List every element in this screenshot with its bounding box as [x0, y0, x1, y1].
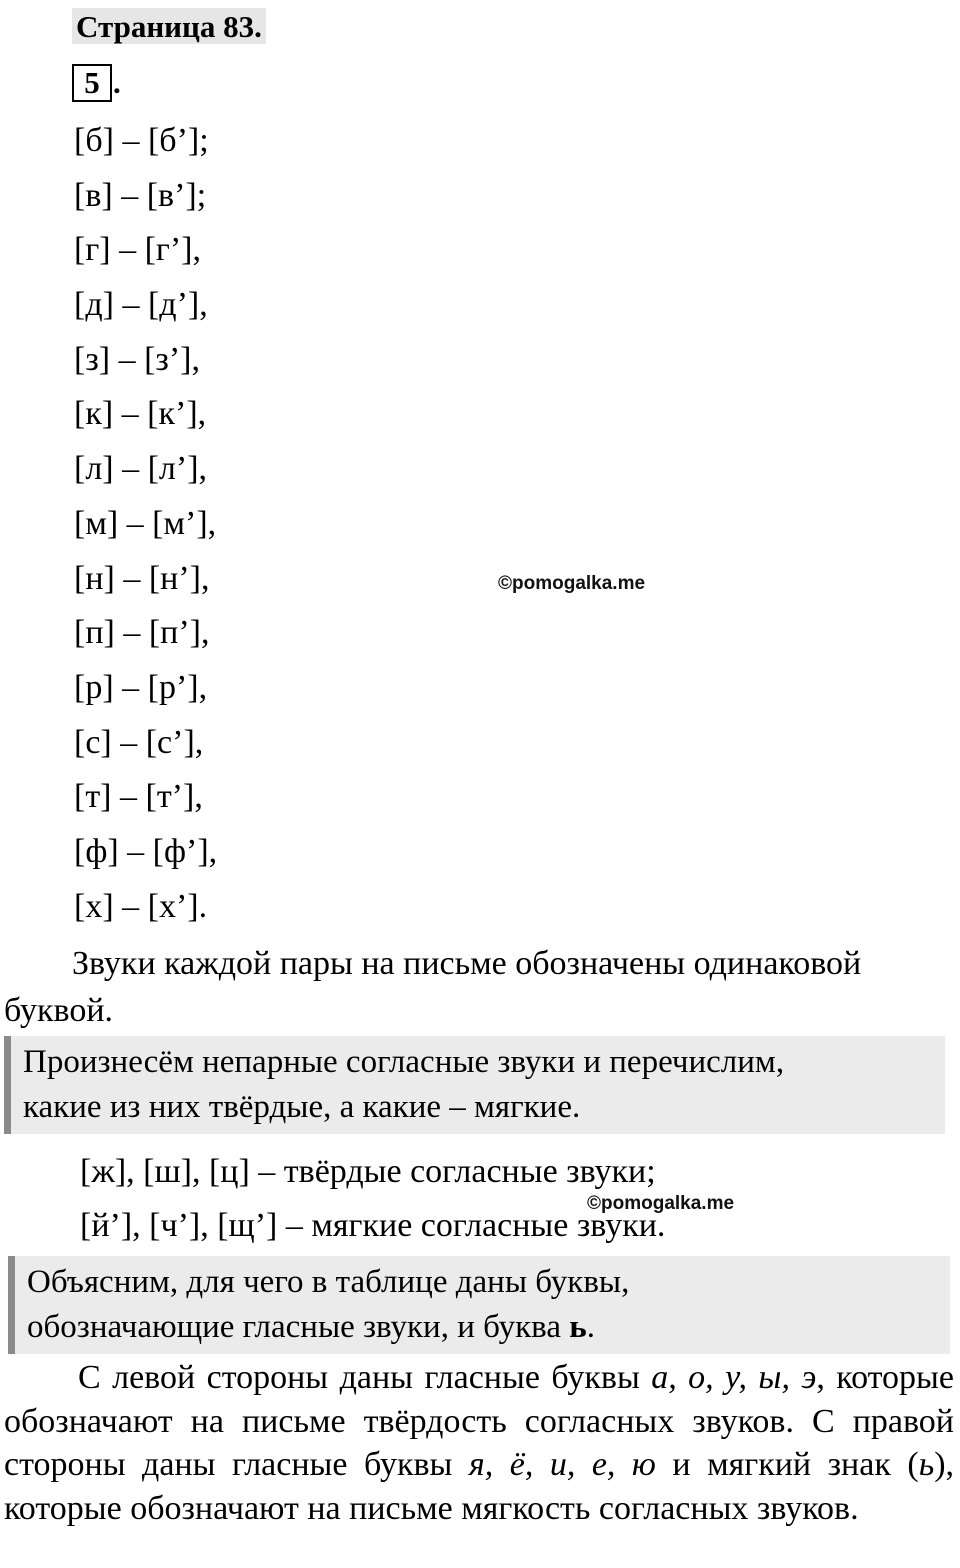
- soft-sign: ь: [918, 1446, 935, 1483]
- soft-sign-letter: ь: [569, 1309, 587, 1345]
- list-item: [м] – [м’],: [74, 504, 217, 542]
- hard-consonants-answer: [ж], [ш], [ц] – твёрдые согласные звуки;: [80, 1153, 656, 1190]
- callout-text: обозначающие гласные звуки, и буква: [27, 1309, 570, 1345]
- list-item: [н] – [н’],: [74, 559, 210, 597]
- list-item: [г] – [г’],: [74, 231, 202, 269]
- list-item: [в] – [в’];: [74, 176, 207, 214]
- callout-text: .: [586, 1309, 595, 1345]
- list-item: [с] – [с’],: [74, 723, 204, 761]
- list-item: [р] – [р’],: [74, 668, 208, 706]
- list-item: [б] – [б’];: [74, 122, 209, 159]
- hard-vowels: а, о, у, ы, э: [651, 1359, 817, 1396]
- text-span: ), которые обозначают на письме мягкость согласных звуков.: [4, 1446, 955, 1527]
- list-item: [з] – [з’],: [74, 340, 200, 378]
- soft-consonants-answer: [й’], [ч’], [щ’] – мягкие согласные звуки.: [80, 1207, 666, 1244]
- task-number-box: 5: [72, 64, 112, 102]
- page-title: Страница 83.: [72, 8, 266, 44]
- paragraph-pairs-explanation: Звуки каждой пары на письме обозначены одинаковой буквой.: [4, 945, 862, 1029]
- list-item: [х] – [х’].: [74, 887, 208, 925]
- list-item: [ф] – [ф’],: [74, 832, 218, 870]
- task-prompt-callout: [8, 1256, 950, 1354]
- paragraph-vowels-explanation: [4, 1356, 954, 1530]
- callout-line: какие из них твёрдые, а какие – мягкие.: [23, 1089, 581, 1125]
- task-number-dot: .: [113, 65, 121, 100]
- list-item: [д] – [д’],: [74, 286, 208, 324]
- text-span: и мягкий знак (: [655, 1446, 919, 1483]
- list-item: [к] – [к’],: [74, 395, 207, 433]
- watermark: ©pomogalka.me: [498, 573, 646, 594]
- text-span: , которые обозначают на письме твёрдость согласных звуков. С правой стороны даны гласные буквы: [4, 1359, 954, 1483]
- watermark: ©pomogalka.me: [587, 1193, 735, 1214]
- callout-line: Произнесём непарные согласные звуки и перечислим,: [23, 1044, 785, 1080]
- list-item: [л] – [л’],: [74, 450, 208, 488]
- soft-vowels: я, ё, и, е, ю: [468, 1446, 656, 1483]
- list-item: [т] – [т’],: [74, 778, 203, 816]
- callout-line: [27, 1305, 950, 1350]
- callout-line: Объясним, для чего в таблице даны буквы,: [27, 1264, 630, 1300]
- list-item: [п] – [п’],: [74, 614, 210, 652]
- consonant-pairs-list: [74, 114, 217, 934]
- text-span: С левой стороны даны гласные буквы: [78, 1359, 652, 1396]
- task-prompt-callout: [4, 1036, 945, 1134]
